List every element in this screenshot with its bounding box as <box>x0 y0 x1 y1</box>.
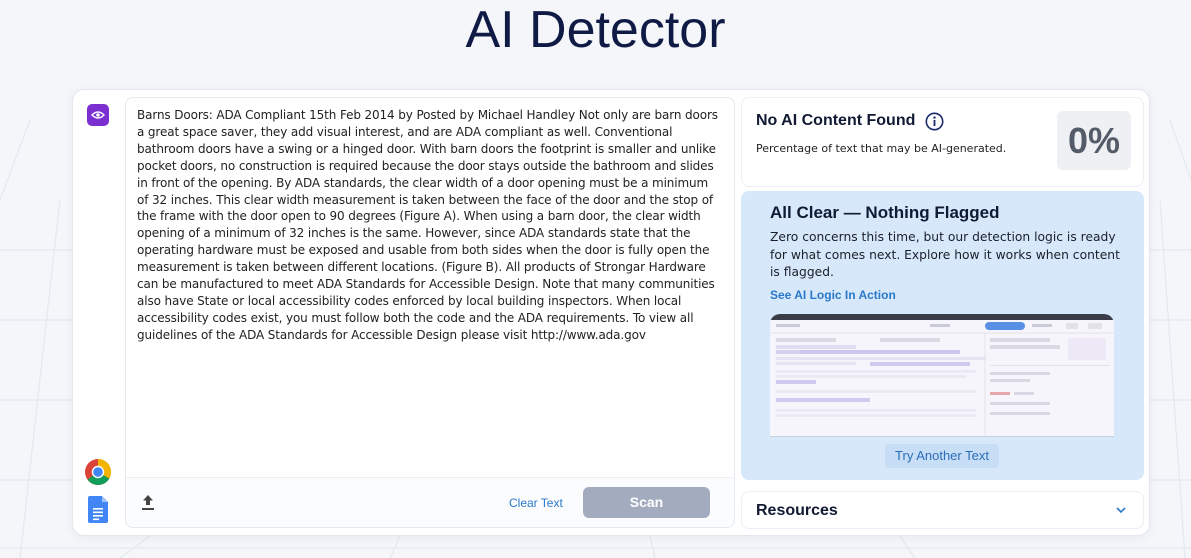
text-editor[interactable] <box>125 97 735 528</box>
see-ai-logic-link[interactable]: See AI Logic In Action <box>770 288 896 302</box>
result-title: No AI Content Found <box>756 112 916 129</box>
ai-percentage: 0% <box>1057 111 1131 170</box>
eye-icon[interactable] <box>87 104 109 126</box>
detector-card <box>72 89 1150 536</box>
all-clear-body: Zero concerns this time, but our detection logic is ready for what comes next. Explore how it works when content is flagged. <box>770 230 1120 279</box>
demo-preview-image[interactable] <box>770 314 1114 437</box>
editor-footer <box>126 477 734 527</box>
upload-icon[interactable] <box>140 494 156 512</box>
resources-label: Resources <box>756 502 838 519</box>
scan-button[interactable]: Scan <box>583 487 710 518</box>
all-clear-title: All Clear — Nothing Flagged <box>770 203 1000 222</box>
result-subtitle: Percentage of text that may be AI-generated. <box>756 142 1007 155</box>
info-icon[interactable] <box>925 112 944 131</box>
chrome-icon[interactable] <box>84 458 112 486</box>
editor-text[interactable]: Barns Doors: ADA Compliant 15th Feb 2014 by Posted by Michael Handley Not only are barn doors a great space saver, they add visual interest, and are ADA compliant as well. Conventional bathroom doors have a swing or a hinged door. With barn doors the footprint is smaller and unlike pocket doors, no construction is required because the door stays outside the bathroom and slides in front of the opening. By ADA standards, the clear width of a door opening must be a minimum of 32 inches. This clear width measurement is taken between the face of the door and the stop of the frame with the door open to 90 degrees (Figure A). When using a barn door, the clear width opening of a minimum of 32 inches is the same. However, since ADA standards state that the operating hardware must be exposed and usable from both sides when the door is fully open the measurement is taken between different locations. (Figure B). All products of Strongar Hardware can be manufactured to meet ADA Standards for Accessible Design. Note that many communities also have State or local accessibility codes enforced by local building inspectors. When local accessibility codes exist, you must follow both the code and the ADA requirements. To view all guidelines of the ADA Standards for Accessible Design please visit http://www.ada.gov <box>137 108 718 342</box>
result-summary <box>741 97 1144 187</box>
preview-illustration <box>770 314 1114 437</box>
all-clear-panel <box>741 191 1144 480</box>
resources-accordion[interactable] <box>741 491 1144 529</box>
chevron-down-icon <box>1115 505 1127 515</box>
page-title: AI Detector <box>465 1 726 59</box>
clear-text-link[interactable]: Clear Text <box>509 496 563 510</box>
try-another-text-button[interactable]: Try Another Text <box>885 444 999 468</box>
google-docs-icon[interactable] <box>88 496 108 523</box>
